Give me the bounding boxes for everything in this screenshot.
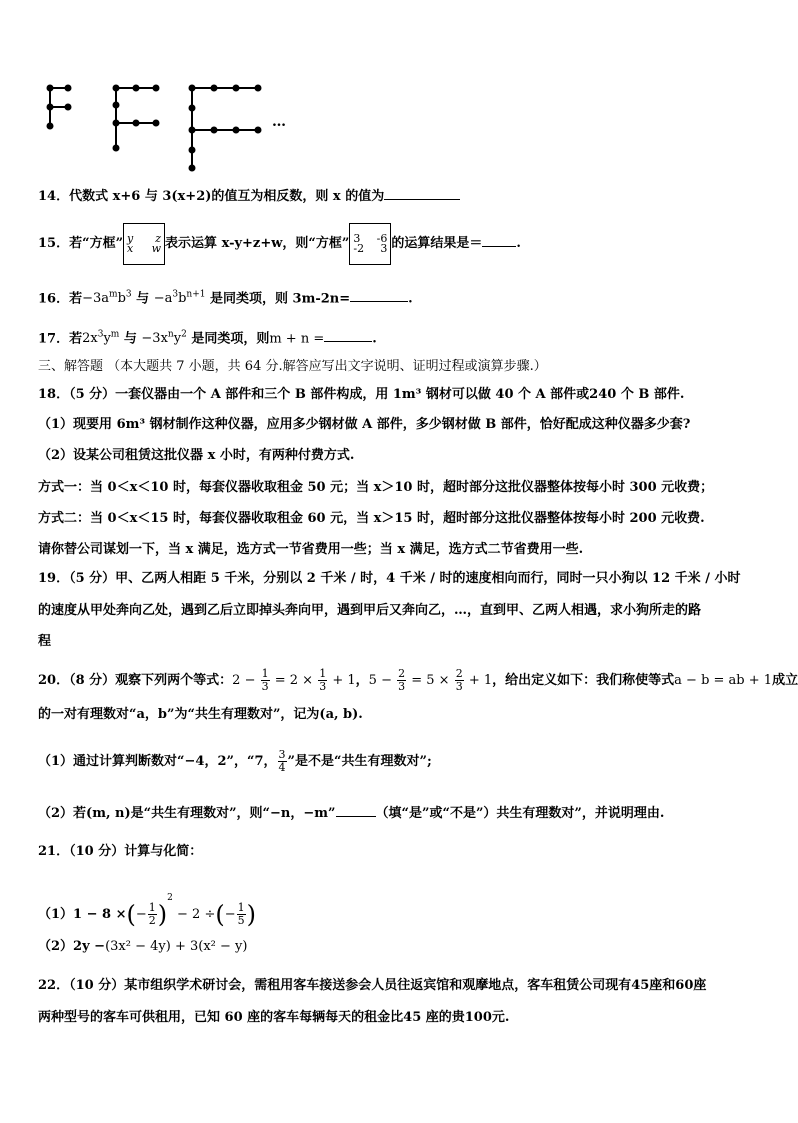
question-15-suffix: 的运算结果是＝ xyxy=(391,236,483,251)
term-1: $2x^3y^m$ xyxy=(82,330,120,347)
question-14-text: 14．代数式 x+6 与 3(x+2)的值互为相反数，则 x 的值为 xyxy=(38,189,385,204)
question-17: 17．若$2x^3y^m$ 与 $-3x^ny^2$ 是同类项，则m + n = . xyxy=(38,330,377,347)
expression-1: (− $\frac{1}{2}$ )$^2$ − 2 ÷(− $\frac{1}{5}$ ) xyxy=(126,893,256,929)
question-18-part-1: （1）现要用 6m³ 钢材制作这种仪器，应用多少钢材做 A 部件，多少钢材做 B 部件，恰好配成这种仪器多少套? xyxy=(38,417,691,432)
question-14 xyxy=(38,187,460,206)
question-15: 15．若“方框” x w y z 表示运算 x-y+z+w，则“方框” -2 3 3 -6 的运算结果是＝ . xyxy=(38,220,521,268)
fraction-3-4: $\frac{3}{4}$ xyxy=(278,748,286,774)
question-15-middle: 表示运算 x-y+z+w，则“方框” xyxy=(165,236,350,251)
answer-blank-15[interactable] xyxy=(482,234,516,247)
question-20-part-2: （2）若(m, n)是“共生有理数对”，则“−n，−m” （填“是”或“不是”）共生有理数对”，并说明理由. xyxy=(38,806,665,821)
equation-1: 2 − $\frac{1}{3}$ = 2 × $\frac{1}{3}$ + 1 xyxy=(232,667,356,693)
operation-box-2: -2 3 3 -6 xyxy=(349,223,391,265)
question-20-line-1: 20．（8 分）观察下列两个等式：2 − $\frac{1}{3}$ = 2 × $\frac{1}{3}$ + 1，5 − $\frac{2}{3}$ = 5 × $\frac{2}{3}$ + 1，给出定义如下：我们称使等式a − b = ab + 1成立 xyxy=(38,667,798,693)
question-19-line-2: 的速度从甲处奔向乙处，遇到乙后立即掉头奔向甲，遇到甲后又奔向乙，…，直到甲、乙两人相遇，求小狗所走的路 xyxy=(38,603,702,618)
f-pattern-figure xyxy=(40,78,340,178)
question-18-prompt: 请你替公司谋划一下，当 x 满足，选方式一节省费用一些；当 x 满足，选方式二节省费用一些. xyxy=(38,542,584,557)
term-2: $-3x^ny^2$ xyxy=(141,330,187,347)
question-18-title: 18．（5 分）一套仪器由一个 A 部件和三个 B 部件构成，用 1m³ 钢材可以做 40 个 A 部件或240 个 B 部件. xyxy=(38,387,685,402)
answer-blank-20[interactable] xyxy=(336,804,376,817)
question-18-option-1: 方式一：当 0＜x＜10 时，每套仪器收取租金 50 元；当 x＞10 时，超时部分这批仪器整体按每小时 300 元收费； xyxy=(38,480,714,495)
question-20-line-2: 的一对有理数对“a，b”为“共生有理数对”，记为(a, b). xyxy=(38,707,363,722)
question-19-line-3: 程 xyxy=(38,634,52,649)
answer-blank-17[interactable] xyxy=(324,329,372,342)
term-2: $-a^3b^{n+1}$ xyxy=(153,290,206,307)
question-16: 16．若$-3a^mb^3$ 与 $-a^3b^{n+1}$ 是同类项，则 3m-2n= . xyxy=(38,290,413,307)
question-21-part-2: （2）2y −(3x² − 4y) + 3(x² − y) xyxy=(38,939,248,954)
question-15-prefix: 15．若“方框” xyxy=(38,236,124,251)
answer-blank-14[interactable] xyxy=(384,187,460,200)
question-21-part-1: （1）1 − 8 ×(− $\frac{1}{2}$ )$^2$ − 2 ÷(− $\frac{1}{5}$ ) xyxy=(38,893,256,929)
question-21-title: 21．（10 分）计算与化简： xyxy=(38,844,203,859)
question-18-part-2: （2）设某公司租赁这批仪器 x 小时，有两种付费方式. xyxy=(38,448,355,463)
question-18-option-2: 方式二：当 0＜x＜15 时，每套仪器收取租金 60 元，当 x＞15 时，超时部分这批仪器整体按每小时 200 元收费. xyxy=(38,511,705,526)
term-1: $-3a^mb^3$ xyxy=(82,290,132,307)
question-22-line-2: 两种型号的客车可供租用，已知 60 座的客车每辆每天的租金比45 座的贵100元. xyxy=(38,1010,510,1025)
operation-box-1: x w y z xyxy=(123,223,165,265)
question-19-line-1: 19．（5 分）甲、乙两人相距 5 千米，分别以 2 千米 / 时，4 千米 / 时的速度相向而行，同时一只小狗以 12 千米 / 小时 xyxy=(38,571,741,586)
equation-2: 5 − $\frac{2}{3}$ = 5 × $\frac{2}{3}$ + 1 xyxy=(368,667,493,693)
answer-blank-16[interactable] xyxy=(350,289,408,302)
figure-ellipsis: … xyxy=(272,114,286,130)
section-3-heading: 三、解答题 （本大题共 7 小题，共 64 分.解答应写出文字说明、证明过程或演算步骤.） xyxy=(38,359,547,374)
expression-2: (3x² − 4y) + 3(x² − y) xyxy=(105,939,248,954)
question-22-line-1: 22．（10 分）某市组织学术研讨会，需租用客车接送参会人员往返宾馆和观摩地点，客车租赁公司现有45座和60座 xyxy=(38,978,707,993)
question-20-part-1: （1）通过计算判断数对“−4，2”，“7， $\frac{3}{4}$ ”是不是“共生有理数对”; xyxy=(38,748,432,774)
